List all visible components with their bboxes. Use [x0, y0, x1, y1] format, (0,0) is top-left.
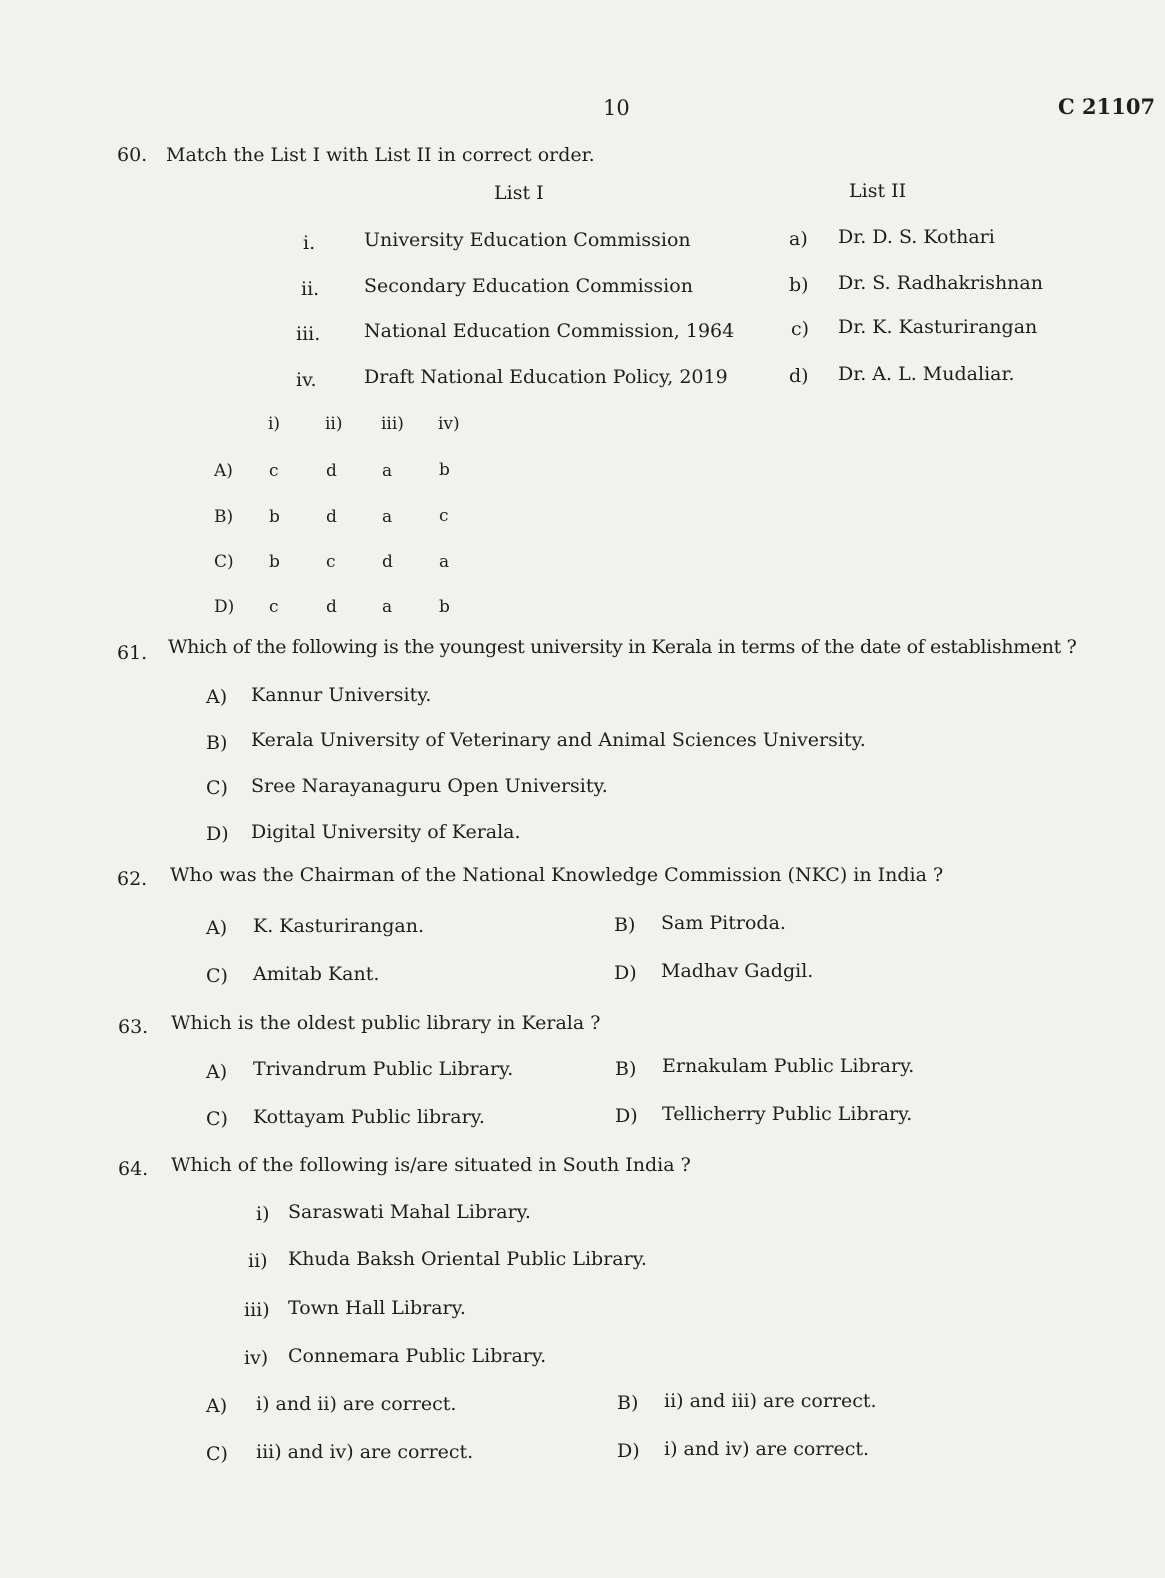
list2-item: Dr. A. L. Mudaliar. [838, 363, 1015, 385]
option-label[interactable]: D) [206, 823, 229, 845]
list1-title: List I [494, 182, 544, 204]
list2-mark: c) [791, 318, 810, 340]
option-label: A) [214, 461, 233, 481]
option-label: B) [214, 507, 234, 527]
question-number: 61. [117, 642, 148, 664]
question-text: Which of the following is/are situated in South India ? [171, 1154, 691, 1176]
list-item: Saraswati Mahal Library. [288, 1201, 531, 1223]
option-label: C) [214, 552, 234, 572]
matrix-head: ii) [325, 414, 343, 434]
list1-item: Draft National Education Policy, 2019 [364, 366, 728, 388]
matrix-cell: a [382, 461, 393, 481]
option-text[interactable]: Kottayam Public library. [253, 1106, 485, 1128]
option-text[interactable]: i) and ii) are correct. [256, 1393, 457, 1415]
option-text[interactable]: Digital University of Kerala. [251, 821, 521, 843]
option-text[interactable]: Sree Narayanaguru Open University. [251, 775, 608, 797]
option-label[interactable]: A) [206, 1395, 228, 1417]
option-text[interactable]: ii) and iii) are correct. [664, 1390, 877, 1412]
option-label[interactable]: B) [206, 732, 228, 754]
list1-item: Secondary Education Commission [364, 275, 693, 297]
list1-mark: i. [303, 232, 316, 254]
list-item: Khuda Baksh Oriental Public Library. [288, 1248, 647, 1270]
option-text[interactable]: Sam Pitroda. [661, 912, 786, 934]
option-text[interactable]: i) and iv) are correct. [664, 1438, 870, 1460]
list-item: Town Hall Library. [288, 1297, 466, 1319]
option-text[interactable]: Amitab Kant. [253, 963, 380, 985]
list2-title: List II [849, 180, 907, 202]
matrix-cell: c [269, 597, 279, 617]
option-text[interactable]: K. Kasturirangan. [253, 915, 424, 937]
list-item: Connemara Public Library. [288, 1345, 547, 1367]
option-label[interactable]: C) [206, 1108, 228, 1130]
matrix-head: i) [268, 414, 281, 434]
list1-mark: iv. [296, 369, 317, 391]
option-label[interactable]: B) [615, 1058, 637, 1080]
option-label[interactable]: C) [206, 1443, 228, 1465]
matrix-cell: b [269, 552, 280, 572]
option-label[interactable]: D) [615, 1105, 638, 1127]
matrix-cell: d [326, 507, 337, 527]
question-number: 60. [117, 144, 148, 166]
question-text: Which is the oldest public library in Kerala ? [171, 1012, 601, 1034]
question-number: 62. [117, 868, 148, 890]
option-label[interactable]: D) [614, 962, 637, 984]
matrix-cell: b [439, 597, 450, 617]
matrix-head: iii) [381, 414, 404, 434]
matrix-cell: a [382, 597, 393, 617]
option-text[interactable]: Kerala University of Veterinary and Animal Sciences University. [251, 729, 866, 751]
matrix-cell: b [439, 460, 450, 480]
option-label[interactable]: B) [614, 914, 636, 936]
matrix-cell: b [269, 507, 280, 527]
list1-mark: iii. [296, 323, 321, 345]
matrix-cell: c [439, 506, 449, 526]
list2-item: Dr. D. S. Kothari [838, 226, 995, 248]
option-label[interactable]: C) [206, 777, 228, 799]
list2-item: Dr. S. Radhakrishnan [838, 272, 1043, 294]
matrix-cell: d [326, 461, 337, 481]
question-text: Match the List I with List II in correct order. [166, 144, 595, 166]
option-label[interactable]: A) [206, 686, 228, 708]
question-text: Which of the following is the youngest university in Kerala in terms of the date of establishment ? [168, 636, 1077, 658]
list1-mark: ii. [301, 278, 320, 300]
matrix-cell: d [326, 597, 337, 617]
option-label[interactable]: D) [617, 1440, 640, 1462]
option-text[interactable]: iii) and iv) are correct. [256, 1441, 474, 1463]
page-number: 10 [603, 96, 630, 120]
option-text[interactable]: Trivandrum Public Library. [253, 1058, 514, 1080]
list-mark: iii) [244, 1299, 270, 1321]
question-text: Who was the Chairman of the National Knowledge Commission (NKC) in India ? [170, 864, 944, 886]
matrix-cell: c [269, 461, 279, 481]
option-label[interactable]: B) [617, 1392, 639, 1414]
matrix-cell: a [439, 552, 450, 572]
list-mark: i) [256, 1203, 270, 1225]
option-text[interactable]: Kannur University. [251, 684, 432, 706]
list2-mark: b) [789, 274, 809, 296]
list1-item: University Education Commission [364, 229, 691, 251]
list-mark: iv) [244, 1347, 269, 1369]
matrix-head: iv) [438, 414, 460, 434]
option-label[interactable]: A) [206, 1061, 228, 1083]
option-text[interactable]: Madhav Gadgil. [661, 960, 814, 982]
option-label[interactable]: A) [206, 917, 228, 939]
question-number: 63. [118, 1016, 149, 1038]
list1-item: National Education Commission, 1964 [364, 320, 735, 342]
question-number: 64. [118, 1158, 149, 1180]
option-text[interactable]: Tellicherry Public Library. [662, 1103, 913, 1125]
option-text[interactable]: Ernakulam Public Library. [662, 1055, 915, 1077]
list-mark: ii) [248, 1250, 268, 1272]
list2-mark: d) [789, 365, 809, 387]
option-label: D) [214, 597, 235, 617]
list2-mark: a) [789, 228, 808, 250]
matrix-cell: d [382, 552, 393, 572]
matrix-cell: a [382, 507, 393, 527]
paper-code: C 21107 [1058, 94, 1156, 119]
list2-item: Dr. K. Kasturirangan [838, 316, 1038, 338]
option-label[interactable]: C) [206, 965, 228, 987]
matrix-cell: c [326, 552, 336, 572]
